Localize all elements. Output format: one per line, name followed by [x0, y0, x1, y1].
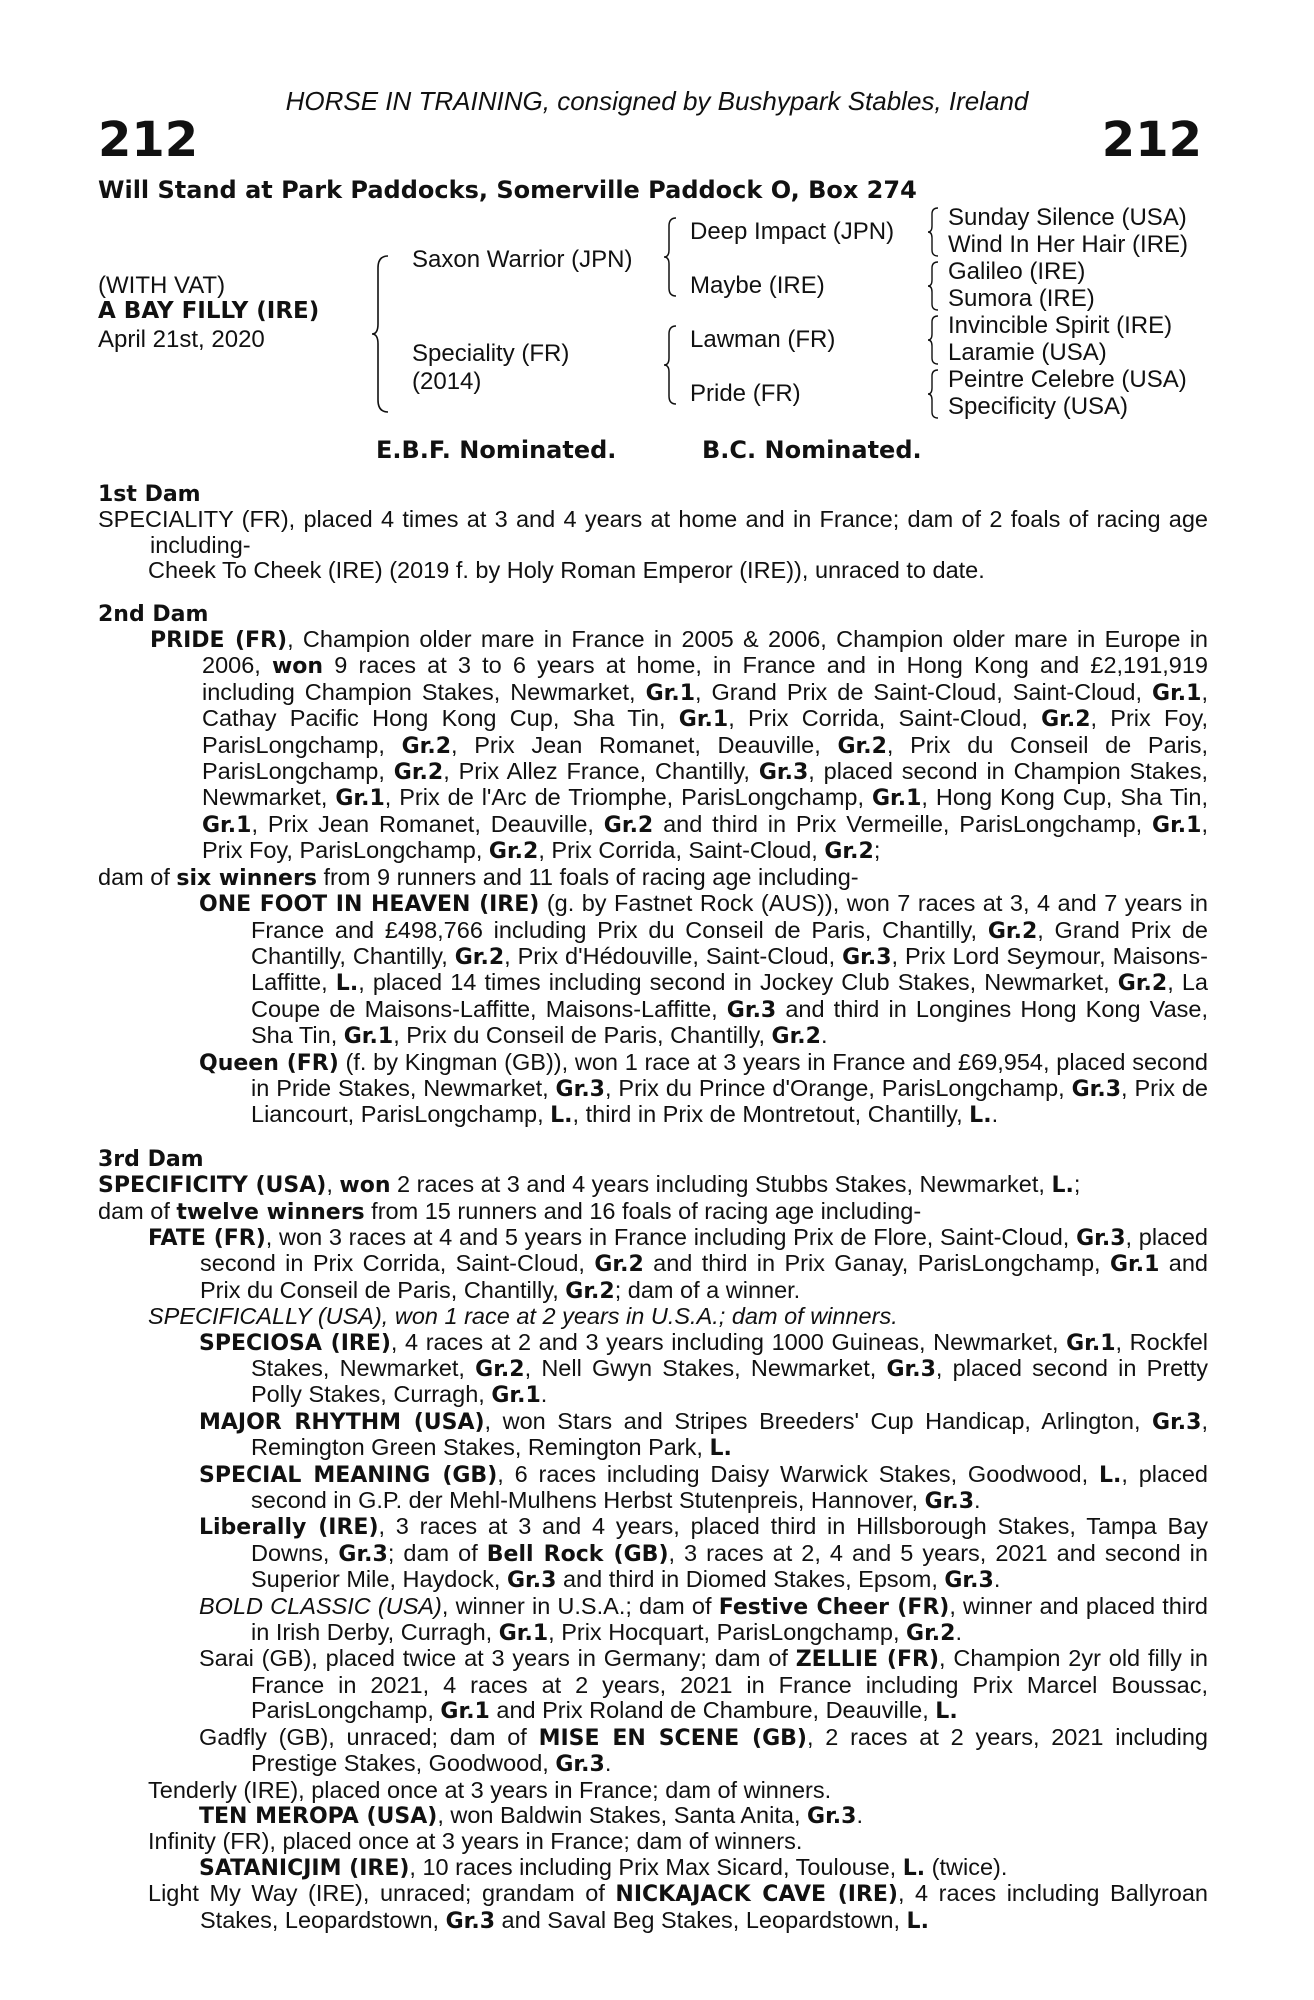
offspring-liberally: Liberally (IRE), 3 races at 3 and 4 years, placed third in Hillsborough Stakes, Tampa Bay Downs, Gr.3; dam of Bell Rock (GB), 3 races at 2, 4 and 5 years, 2021 and second in Superior Mile, Haydock, Gr.3 and third in Diomed Stakes, Epsom, Gr.3.: [199, 1513, 1208, 1594]
ss-sire: Sunday Silence (USA): [948, 204, 1187, 231]
foaling-date: April 21st, 2020: [98, 326, 265, 353]
dam-history: [98, 482, 1208, 1934]
offspring-queen: Queen (FR) (f. by Kingman (GB)), won 1 race at 3 years in France and £69,954, placed second in Pride Stakes, Newmarket, Gr.3, Prix du Prince d'Orange, ParisLongchamp, Gr.3, Prix de Liancourt, ParisLongchamp, L., third in Prix de Montretout, Chantilly, L..: [199, 1048, 1209, 1129]
lot-number-left: 212: [98, 112, 199, 168]
second-dam-produce: dam of six winners from 9 runners and 11 foals of racing age including-: [98, 863, 859, 891]
pride-name: PRIDE (FR): [150, 628, 288, 654]
offspring-gadfly: Gadfly (GB), unraced; dam of MISE EN SCENE (GB), 2 races at 2 years, 2021 including Prestige Stakes, Goodwood, Gr.3.: [199, 1723, 1209, 1778]
ds-sire: Invincible Spirit (IRE): [948, 312, 1173, 339]
offspring-bold-classic: BOLD CLASSIC (USA), winner in U.S.A.; dam of Festive Cheer (FR), winner and placed third in Irish Derby, Curragh, Gr.1, Prix Hocquart, ParisLongchamp, Gr.2.: [199, 1592, 1208, 1647]
offspring-sarai: Sarai (GB), placed twice at 3 years in Germany; dam of ZELLIE (FR), Champion 2yr old filly in France in 2021, 4 races at 2 years, 2021 in France including Prix Marcel Boussac, ParisLongchamp, Gr.1 and Prix Roland de Chambure, Deauville, L.: [199, 1645, 1208, 1725]
dam-year: (2014): [412, 368, 482, 395]
brace-sire: [662, 216, 678, 298]
lot-number-right: 212: [1101, 112, 1202, 168]
consignor-title: HORSE IN TRAINING, consigned by Bushypark Stables, Ireland: [285, 86, 1029, 116]
offspring-speciosa: SPECIOSA (IRE), 4 races at 2 and 3 years including 1000 Guineas, Newmarket, Gr.1, Rockfel Stakes, Newmarket, Gr.2, Nell Gwyn Stakes, Newmarket, Gr.3, placed second in Pretty Polly Stakes, Curragh, Gr.1.: [199, 1328, 1209, 1409]
brace-dd: [926, 368, 940, 420]
ss-dam: Wind In Her Hair (IRE): [948, 231, 1189, 258]
sire-dam: Maybe (IRE): [690, 272, 825, 299]
bc-nominated: B.C. Nominated.: [702, 436, 922, 464]
offspring-light-my-way: Light My Way (IRE), unraced; grandam of NICKAJACK CAVE (IRE), 4 races including Ballyroan Stakes, Leopardstown, Gr.3 and Saval Beg Stakes, Leopardstown, L.: [148, 1880, 1208, 1934]
first-dam-heading: 1st Dam: [98, 482, 201, 507]
dam-dam: Pride (FR): [690, 380, 801, 407]
vat-note: (WITH VAT): [98, 272, 226, 299]
dam-sire: Lawman (FR): [690, 326, 836, 353]
first-dam-foal: Cheek To Cheek (IRE) (2019 f. by Holy Roman Emperor (IRE)), unraced to date.: [148, 557, 985, 584]
first-dam-text: SPECIALITY (FR), placed 4 times at 3 and 4 years at home and in France; dam of 2 foals of racing age including-: [98, 506, 1208, 558]
ebf-nominated: E.B.F. Nominated.: [376, 436, 617, 464]
brace-ds: [926, 314, 940, 366]
sire-sire: Deep Impact (JPN): [690, 218, 895, 245]
dd-sire: Peintre Celebre (USA): [948, 366, 1187, 393]
offspring-one-foot-in-heaven: ONE FOOT IN HEAVEN (IRE) (g. by Fastnet Rock (AUS)), won 7 races at 3, 4 and 7 years in France and £498,766 including Prix du Conseil de Paris, Chantilly, Gr.2, Grand Prix de Chantilly, Chantilly, Gr.2, Prix d'Hédouville, Saint-Cloud, Gr.3, Prix Lord Seymour, Maisons-Laffitte, L., placed 14 times including second in Jockey Club Stakes, Newmarket, Gr.2, La Coupe de Maisons-Laffitte, Maisons-Laffitte, Gr.3 and third in Longines Hong Kong Vase, Sha Tin, Gr.1, Prix du Conseil de Paris, Chantilly, Gr.2.: [199, 890, 1209, 1050]
third-dam-entry: SPECIFICITY (USA), won 2 races at 3 and 4 years including Stubbs Stakes, Newmarket, L.;: [98, 1171, 1081, 1199]
brace-ss: [926, 206, 940, 258]
stand-location: Will Stand at Park Paddocks, Somerville Paddock O, Box 274: [98, 176, 917, 204]
third-dam-produce: dam of twelve winners from 15 runners and 16 foals of racing age including-: [98, 1197, 922, 1225]
ds-dam: Laramie (USA): [948, 339, 1107, 366]
third-dam-heading: 3rd Dam: [98, 1146, 204, 1172]
brace-dam: [662, 324, 678, 406]
offspring-fate: FATE (FR), won 3 races at 4 and 5 years in France including Prix de Flore, Saint-Cloud, Gr.3, placed second in Prix Corrida, Saint-Cloud, Gr.2 and third in Prix Ganay, ParisLongchamp, Gr.1 and Prix du Conseil de Paris, Chantilly, Gr.2; dam of a winner.: [148, 1223, 1208, 1304]
offspring-satanicjim: SATANICJIM (IRE), 10 races including Prix Max Sicard, Toulouse, L. (twice).: [199, 1853, 1008, 1881]
dam: Speciality (FR): [412, 340, 570, 367]
horse-name: A BAY FILLY (IRE): [98, 298, 320, 324]
brace-main: [370, 254, 390, 414]
brace-sd: [926, 260, 940, 312]
sire: Saxon Warrior (JPN): [412, 246, 633, 273]
offspring-ten-meropa: TEN MEROPA (USA), won Baldwin Stakes, Santa Anita, Gr.3.: [199, 1801, 863, 1829]
sd-sire: Galileo (IRE): [948, 258, 1086, 285]
offspring-special-meaning: SPECIAL MEANING (GB), 6 races including Daisy Warwick Stakes, Goodwood, L., placed second in G.P. der Mehl-Mulhens Herbst Stutenpreis, Hannover, Gr.3.: [199, 1460, 1208, 1515]
second-dam-entry: PRIDE (FR), Champion older mare in France in 2005 & 2006, Champion older mare in Europe in 2006, won 9 races at 3 to 6 years at home, in France and in Hong Kong and £2,191,919 including Champion Stakes, Newmarket, Gr.1, Grand Prix de Saint-Cloud, Saint-Cloud, Gr.1, Cathay Pacific Hong Kong Cup, Sha Tin, Gr.1, Prix Corrida, Saint-Cloud, Gr.2, Prix Foy, ParisLongchamp, Gr.2, Prix Jean Romanet, Deauville, Gr.2, Prix du Conseil de Paris, ParisLongchamp, Gr.2, Prix Allez France, Chantilly, Gr.3, placed second in Champion Stakes, Newmarket, Gr.1, Prix de l'Arc de Triomphe, ParisLongchamp, Gr.1, Hong Kong Cup, Sha Tin, Gr.1, Prix Jean Romanet, Deauville, Gr.2 and third in Prix Vermeille, ParisLongchamp, Gr.1, Prix Foy, ParisLongchamp, Gr.2, Prix Corrida, Saint-Cloud, Gr.2;: [150, 626, 1208, 865]
sd-dam: Sumora (IRE): [948, 285, 1095, 312]
second-dam-heading: 2nd Dam: [98, 601, 209, 627]
dd-dam: Specificity (USA): [948, 393, 1129, 420]
offspring-tenderly: Tenderly (IRE), placed once at 3 years in France; dam of winners.: [148, 1776, 832, 1803]
offspring-specifically: SPECIFICALLY (USA), won 1 race at 2 years in U.S.A.; dam of winners.: [148, 1303, 898, 1330]
offspring-major-rhythm: MAJOR RHYTHM (USA), won Stars and Stripes Breeders' Cup Handicap, Arlington, Gr.3, Remington Green Stakes, Remington Park, L.: [199, 1407, 1208, 1462]
offspring-infinity: Infinity (FR), placed once at 3 years in France; dam of winners.: [148, 1828, 803, 1855]
